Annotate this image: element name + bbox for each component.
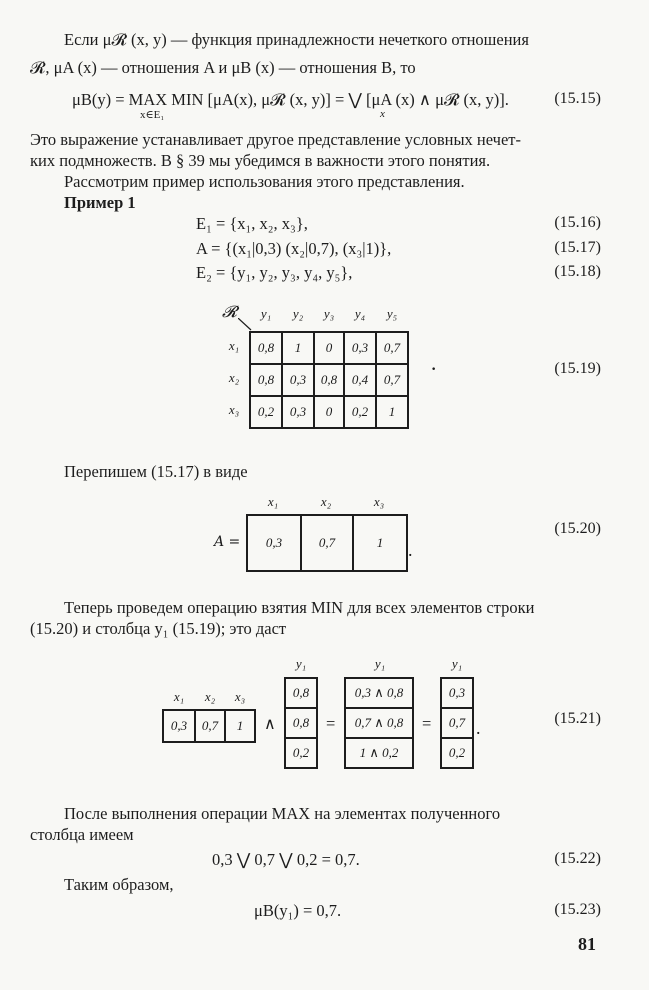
para3-line-3: Таким образом, [64,875,174,894]
minop-row-cell: 1 [225,710,255,742]
rewrite-dot: . [408,540,413,560]
minop-row-header: x₂ [204,689,216,704]
minop-col3-header: y₁ [451,656,463,671]
para3-line-1: После выполнения операции MAX на элементах полученного [64,804,501,823]
relation-col-header: y₅ [386,306,398,321]
rewrite-cell: 0,7 [301,515,353,571]
relation-cell: 0,7 [376,364,408,396]
formula-15-15-subscript-x: x [380,108,385,120]
minop-col3 [440,677,474,769]
minop-row-header: x₁ [173,689,185,704]
para3-line-2: столбца имеем [30,825,134,844]
eq-number-15-17: (15.17) [554,239,601,256]
rewrite-row-vector [246,514,408,572]
minop-row-cell: 0,7 [195,710,225,742]
minop-col3-cell: 0,7 [441,708,473,738]
minop-col2-cell: 1 ∧ 0,2 [345,738,413,768]
formula-15-17: A = {(x₁|0,3) (x₂|0,7), (x₃|1)}, [196,239,392,258]
eq-number-15-22: (15.22) [554,850,601,867]
relation-cell: 0,8 [250,332,282,364]
minop-col1-cell: 0,8 [285,708,317,738]
rewrite-header: x₃ [373,494,385,509]
minop-col1-header: y₁ [295,656,307,671]
relation-cell: 0,8 [314,364,344,396]
formula-15-22: 0,3 ⋁ 0,7 ⋁ 0,2 = 0,7. [212,850,360,869]
relation-matrix [249,331,409,429]
relation-cell: 0,3 [282,396,314,428]
relation-cell: 1 [376,396,408,428]
relation-cell: 0,7 [376,332,408,364]
minop-col1 [284,677,318,769]
minop-col2-cell: 0,7 ∧ 0,8 [345,708,413,738]
minop-col1-cell: 0,8 [285,678,317,708]
rewrite-label: A = [214,534,241,550]
para1-line-2: ких подмножеств. В § 39 мы убедимся в важности этого понятия. [30,151,491,170]
minop-col2-cell: 0,3 ∧ 0,8 [345,678,413,708]
page-number: 81 [578,934,596,954]
minop-row-header: x₃ [234,689,246,704]
rewrite-header: x₁ [267,494,279,509]
eq-number-15-18: (15.18) [554,263,601,280]
eq-number-15-20: (15.20) [554,520,601,537]
minop-col1-cell: 0,2 [285,738,317,768]
relation-cell: 0,3 [282,364,314,396]
relation-col-header: y₂ [292,306,304,321]
minop-col3-cell: 0,2 [441,738,473,768]
eq-number-15-16: (15.16) [554,214,601,231]
para1-line-1: Это выражение устанавливает другое представление условных нечет- [30,130,522,149]
minop-row-cell: 0,3 [163,710,195,742]
relation-label: 𝓡 [222,302,237,321]
minop-col2 [344,677,414,769]
formula-15-15: μB(y) = MAX MIN [μA(x), μ𝓡 (x, y)] = ⋁ [μA (x) ∧ μ𝓡 (x, y)]. [72,90,509,109]
relation-col-header: y₁ [260,306,272,321]
eq-number-15-21: (15.21) [554,710,601,727]
relation-cell: 0,2 [250,396,282,428]
minop-and-sign: ∧ [264,716,276,733]
relation-cell: 0,8 [250,364,282,396]
relation-cell: 0,2 [344,396,376,428]
relation-col-header: y₃ [323,306,335,321]
relation-row-header: x₂ [228,370,240,385]
relation-cell: 0,3 [344,332,376,364]
intro-line-1: Если μ𝓡 (x, y) — функция принадлежности нечеткого отношения [64,30,529,49]
minop-dot: . [476,718,481,738]
minop-col3-cell: 0,3 [441,678,473,708]
minop-col2-header: y₁ [374,656,386,671]
para2-line-1: Теперь проведем операцию взятия MIN для всех элементов строки [64,598,535,617]
rewrite-text: Перепишем (15.17) в виде [64,462,248,481]
rewrite-header: x₂ [320,494,332,509]
intro-line-2: 𝓡, μA (x) — отношения A и μB (x) — отношения B, то [30,58,416,77]
relation-row-header: x₁ [228,338,240,353]
relation-dot: · [430,356,438,381]
relation-cell: 1 [282,332,314,364]
para2-line-2: (15.20) и столбца y₁ (15.19); это даст [30,619,287,638]
minop-row-vector [162,709,256,743]
relation-cell: 0,4 [344,364,376,396]
relation-row-header: x₃ [228,402,240,417]
relation-cell: 0 [314,332,344,364]
formula-15-23: μB(y₁) = 0,7. [254,901,342,920]
rewrite-cell: 0,3 [247,515,301,571]
eq-number-15-19: (15.19) [554,360,601,377]
example-title: Пример 1 [64,193,136,212]
eq-number-15-15: (15.15) [554,90,601,107]
minop-equals-2: = [422,714,432,733]
formula-15-18: E₂ = {y₁, y₂, y₃, y₄, y₅}, [196,263,353,282]
eq-number-15-23: (15.23) [554,901,601,918]
rewrite-cell: 1 [353,515,407,571]
relation-cell: 0 [314,396,344,428]
para1-line-3: Рассмотрим пример использования этого представления. [64,172,465,191]
minop-equals-1: = [326,714,336,733]
relation-col-header: y₄ [354,306,366,321]
formula-15-15-subscript: x∈E₁ [140,109,165,121]
formula-15-16: E₁ = {x₁, x₂, x₃}, [196,214,308,233]
